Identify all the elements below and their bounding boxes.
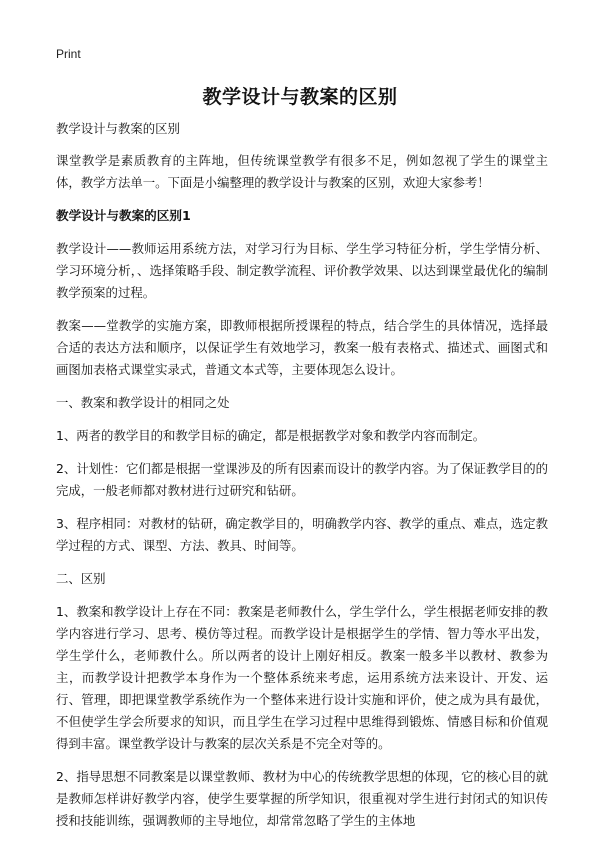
intro-paragraph: 课堂教学是素质教育的主阵地，但传统课堂教学有很多不足，例如忽视了学生的课堂主体，教学方法单一。下面是小编整理的教学设计与教案的区别，欢迎大家参考！ [56,153,548,190]
section-heading: 教学设计与教案的区别1 [56,208,191,223]
list-item: 2、指导思想不同教案是以课堂教师、教材为中心的传统教学思想的体现，它的核心目的就是教师怎样讲好教学内容，使学生要掌握的所学知识，很重视对学生进行封闭式的知识传授和技能训练，强调教师的主导地位，却常常忽略了学生的主体地 [56,769,548,828]
list-item: 1、两者的教学目的和教学目标的确定，都是根据教学对象和教学内容而制定。 [56,428,486,443]
paragraph: 教学设计——教师运用系统方法，对学习行为目标、学生学习特征分析，学生学情分析、学习环境分析，、选择策略手段、制定教学流程、评价教学效果、以达到课堂最优化的编制教学预案的过程。 [56,241,548,300]
article-body [56,118,548,843]
article-subtitle: 教学设计与教案的区别 [56,121,180,136]
list-item: 2、计划性：它们都是根据一堂课涉及的所有因素而设计的教学内容。为了保证教学目的的完成，一般老师都对教材进行过研究和钻研。 [56,461,548,498]
subheading: 二、区别 [56,571,106,586]
subheading: 一、教案和教学设计的相同之处 [56,395,230,410]
paragraph: 教案——堂教学的实施方案，即教师根据所授课程的特点，结合学生的具体情况，选择最合适的表达方法和顺序，以保证学生有效地学习，教案一般有表格式、描述式、画图式和画图加表格式课堂实录式，普通文本式等，主要体现怎么设计。 [56,318,548,377]
page-title: 教学设计与教案的区别 [202,86,398,108]
list-item: 3、程序相同：对教材的钻研，确定教学目的，明确教学内容、教学的重点、难点，选定教学过程的方式、课型、方法、教具、时间等。 [56,516,548,553]
print-link[interactable]: Print [56,47,81,61]
list-item: 1、教案和教学设计上存在不同：教案是老师教什么，学生学什么，学生根据老师安排的教学内容进行学习、思考、模仿等过程。而教学设计是根据学生的学情、智力等水平出发，学生学什么，老师教什么。所以两者的设计上刚好相反。教案一般多半以教材、教参为主，而教学设计把教学本身作为一个整体系统来考虑，运用系统方法来设计、开发、运行、管理，即把课堂教学系统作为一个整体来进行设计实施和评价，使之成为具有最优，不但使学生学会所要求的知识，而且学生在学习过程中思维得到锻炼、情感目标和价值观得到丰富。课堂教学设计与教案的层次关系是不完全对等的。 [56,604,548,751]
